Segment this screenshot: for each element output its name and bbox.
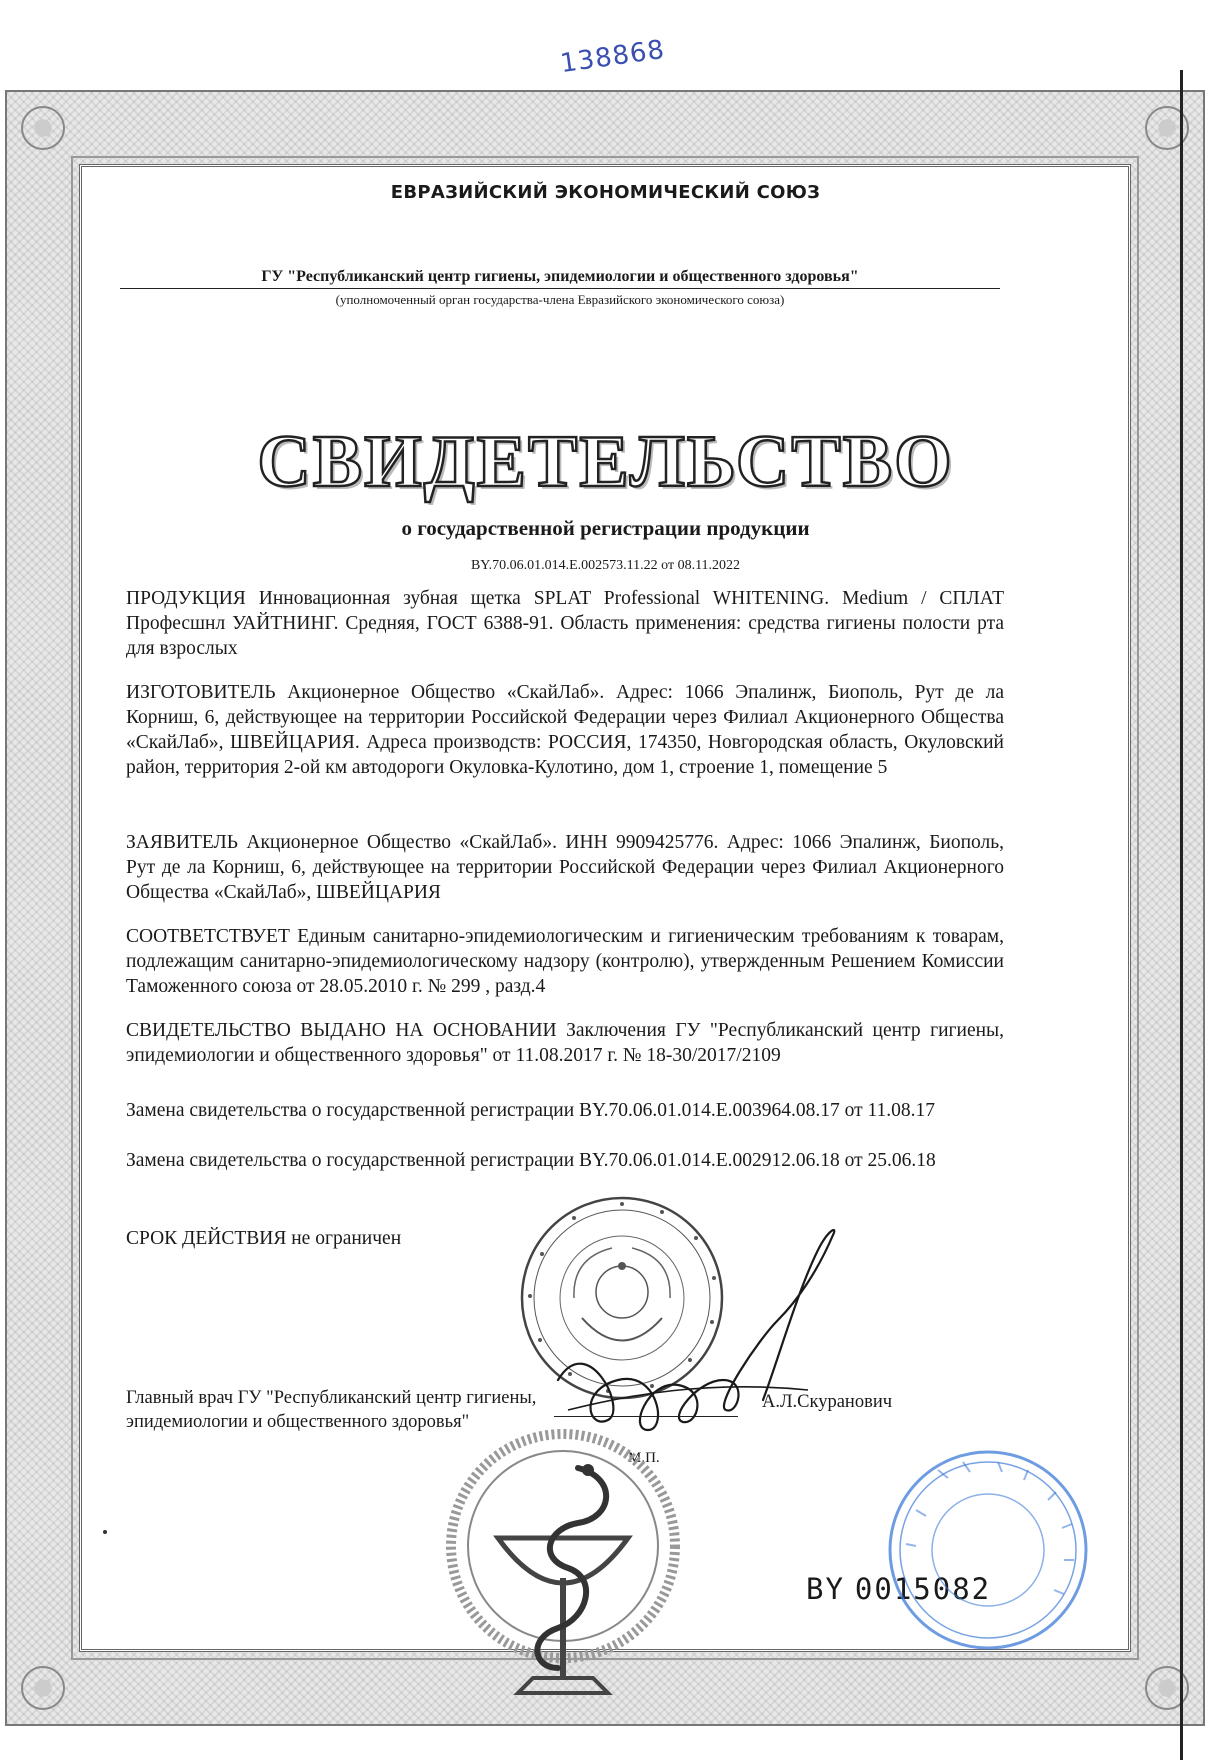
signatory-name: А.Л.Скуранович bbox=[762, 1392, 893, 1412]
validity-text: не ограничен bbox=[291, 1228, 402, 1249]
manufacturer-section bbox=[126, 680, 1004, 780]
applicant-label: ЗАЯВИТЕЛЬ bbox=[126, 832, 238, 853]
conformity-text: Единым санитарно-эпидемиологическим и гигиеническим требованиям к товарам, подлежащим санитарно-эпидемиологическому надзору (контролю), утвержденным Решением Комиссии Таможенного союза от 28.05.2010 г. № 299 , разд.4 bbox=[126, 926, 1004, 997]
basis-label: СВИДЕТЕЛЬСТВО ВЫДАНО НА ОСНОВАНИИ bbox=[126, 1020, 557, 1041]
certificate-subtitle: о государственной регистрации продукции bbox=[401, 516, 810, 540]
certificate-title: СВИДЕТЕЛЬСТВО bbox=[257, 421, 954, 503]
round-stamp-icon bbox=[878, 1440, 1098, 1660]
serial-number: 0015082 bbox=[854, 1572, 992, 1606]
product-section bbox=[126, 586, 1004, 661]
applicant-section bbox=[126, 830, 1004, 905]
manufacturer-label: ИЗГОТОВИТЕЛЬ bbox=[126, 682, 276, 703]
conformity-label: СООТВЕТСТВУЕТ bbox=[126, 926, 290, 947]
basis-text: Заключения ГУ "Республиканский центр гигиены, эпидемиологии и общественного здоровья" от 11.08.2017 г. № 18-30/2017/2109 bbox=[126, 1020, 1005, 1066]
scan-edge-line bbox=[1180, 70, 1183, 1760]
replacement-note: Замена свидетельства о государственной регистрации BY.70.06.01.014.E.002912.06.18 от 25.06.18 bbox=[126, 1150, 936, 1171]
product-label: ПРОДУКЦИЯ bbox=[126, 588, 246, 609]
basis-section bbox=[126, 1018, 1004, 1068]
signatory-title: Главный врач ГУ "Республиканский центр гигиены, эпидемиологии и общественного здоровья" bbox=[126, 1388, 537, 1432]
applicant-text: Акционерное Общество «СкайЛаб». ИНН 9909425776. Адрес: 1066 Эпалинж, Биополь, Рут де ла Корниш, 6, действующее на территории Российской Федерации через Филиал Акционерного Общества «СкайЛаб», ШВЕЙЦАРИЯ bbox=[126, 832, 1004, 903]
authority-name: ГУ "Республиканский центр гигиены, эпидемиологии и общественного здоровья" bbox=[120, 268, 1000, 289]
handwritten-number: 138868 bbox=[558, 34, 667, 80]
frame-corner-ornament bbox=[21, 106, 65, 150]
signature-line bbox=[554, 1416, 738, 1417]
conformity-section bbox=[126, 924, 1004, 999]
frame-corner-ornament bbox=[21, 1666, 65, 1710]
seal-place-label: М.П. bbox=[628, 1450, 660, 1466]
scan-speck bbox=[103, 1530, 107, 1534]
registration-number: BY.70.06.01.014.E.002573.11.22 от 08.11.2022 bbox=[470, 558, 741, 573]
bowl-of-hygieia-icon bbox=[438, 1428, 688, 1728]
replacement-note: Замена свидетельства о государственной регистрации BY.70.06.01.014.E.003964.08.17 от 11.08.17 bbox=[126, 1100, 936, 1121]
product-text: Инновационная зубная щетка SPLAT Professional WHITENING. Medium / СПЛАТ Професшнл УАЙТНИНГ. Средняя, ГОСТ 6388-91. Область применения: средства гигиены полости рта для взрослых bbox=[126, 588, 1005, 659]
manufacturer-text: Акционерное Общество «СкайЛаб». Адрес: 1066 Эпалинж, Биополь, Рут де ла Корниш, 6, действующее на территории Российской Федерации через Филиал Акционерного Общества «СкайЛаб», ШВЕЙЦАРИЯ. Адреса производств: РОССИЯ, 174350, Новгородская область, Окуловский район, территория 2-ой км автодороги Окуловка-Кулотино, дом 1, строение 1, помещение 5 bbox=[126, 682, 1005, 778]
authority-note: (уполномоченный орган государства-члена Евразийского экономического союза) bbox=[335, 292, 785, 307]
validity-label: СРОК ДЕЙСТВИЯ bbox=[126, 1228, 287, 1249]
union-heading: ЕВРАЗИЙСКИЙ ЭКОНОМИЧЕСКИЙ СОЮЗ bbox=[390, 182, 821, 203]
serial-prefix: BY bbox=[806, 1572, 845, 1606]
